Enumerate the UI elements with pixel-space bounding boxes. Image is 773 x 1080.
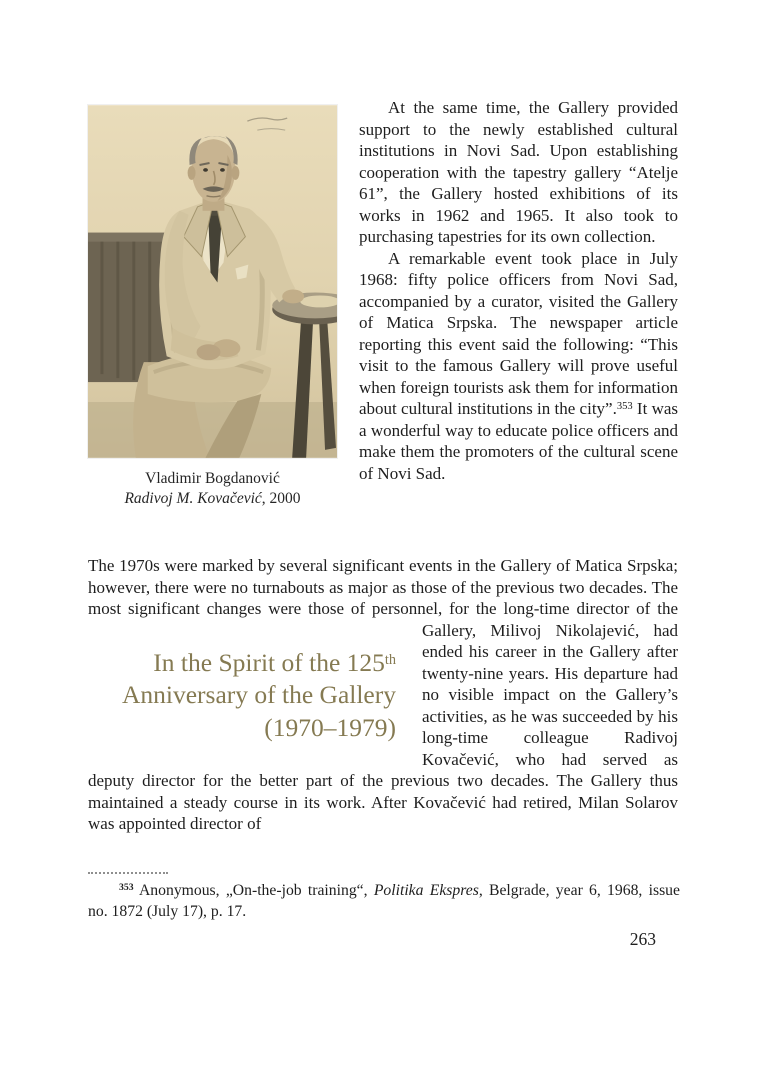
paragraph-1970s [88,555,678,835]
section-heading [88,620,396,771]
top-section [88,100,678,509]
caption-year: , 2000 [261,490,301,507]
paragraph-police-visit-text: A remarkable event took place in July 1968: fifty police officers from Novi Sad, accompanied by a curator, visited the Gallery of Matica Srpska. The newspaper article reporting this event said the following: “This visit to the famous Gallery will prove useful when foreign tourists ask them for information about cultural institutions in the city”. [359,248,678,418]
heading-line-3: (1970–1979) [264,712,396,742]
heading-line-2: Anniversary of the Gallery [121,680,396,709]
portrait-image [88,105,337,458]
figure-caption [88,469,337,509]
heading-ordinal-superscript: th [384,652,396,669]
footnote-citation-start: Anonymous, „On-the-job training“, [133,882,374,899]
main-text-block [88,555,678,835]
footnote-separator [88,872,168,874]
page-content [88,100,678,835]
footnote-marker: 353 [119,882,134,894]
paragraph-gallery-support: At the same time, the Gallery provided support to the newly established cultural institutions in Novi Sad. Upon establishing cooperation with the tapestry gallery “Atelje 61”, the Gallery hosted exhibitions of its works in 1962 and 1965. It also took to purchasing tapestries for its own collection. [359,98,678,246]
caption-sitter-name: Vladimir Bogdanović [145,470,280,487]
caption-work-title: Radivoj M. Kovačević [124,490,262,507]
caption-work-line [88,489,337,509]
page-number: 263 [629,929,656,949]
paragraph-1970s-continued: personnel, for the long-time director of the Gallery, Milivoj Nikolajević, had ended his career in the Gallery after twenty-nine years. His departure had no visible impact on the Gallery’s activities, as he was succeeded by his long-time colleague Radivoj Kovačević, who had served as deputy director for the better part of the previous two decades. The Gallery thus maintained a steady course in its work. After Kovačević had retired, Milan Solarov was appointed director of [88,599,678,833]
paragraph-police-visit [359,248,678,485]
paragraph-1970s-intro: The 1970s were marked by several significant events in the Gallery of Matica Srpska; however, there were no turnabouts as major as those of the previous two decades. The most significant changes were those of [88,556,678,618]
footnote-area [88,872,680,922]
footnote-source-title: Politika Ekspres [373,882,479,899]
footnote-citation-end: , Belgrade, year 6, 1968, issue no. 1872 (July 17), p. 17. [88,882,680,920]
heading-line-1-text: In the Spirit of the 125 [153,647,385,677]
right-text-column [359,97,678,509]
footnote-353 [88,881,680,922]
heading-line-1 [88,647,396,680]
paragraph-police-visit-continued: It was a wonderful way to educate police officers and make them the promoters of the cultural scene of Novi Sad. [359,399,679,483]
portrait-figure [88,100,337,509]
footnote-reference: 353 [616,400,633,412]
